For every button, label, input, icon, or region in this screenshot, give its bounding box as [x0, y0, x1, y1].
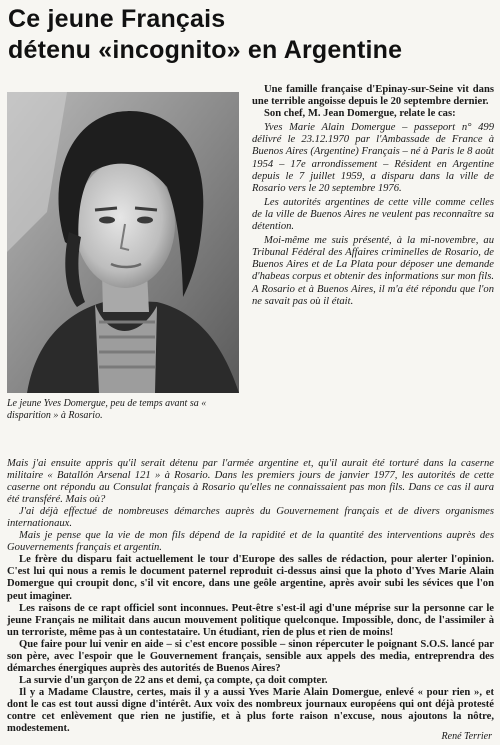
- headline-line-1: Ce jeune Français: [8, 5, 226, 33]
- paragraph: Yves Marie Alain Domergue – passeport n° 499 délivré le 23.12.1970 par l'Ambassade de France à Buenos Aires (Argentine) Français – né à Paris le 8 août 1954 – 17e arrondissement – Résident en Argentine depuis le 7 juillet 1959, a disparu dans la ville de Rosario vers le 20 septembre 1976.: [252, 122, 494, 194]
- paragraph: Les autorités argentines de cette ville comme celles de la ville de Buenos Aires ne veulent pas reconnaître sa détention.: [252, 196, 494, 233]
- paragraph: Il y a Madame Claustre, certes, mais il y a aussi Yves Marie Alain Domergue, enlevé « pour rien », et dont le cas est tout aussi digne d'intérêt. Aux voix des nombreux journaux européens qui ont déjà protesté contre cet enlèvement que rien ne justifie, et à plus forte raison n'excuse, nous ajoutons la nôtre, modestement.: [7, 686, 494, 735]
- headline-line-2: détenu «incognito» en Argentine: [8, 36, 403, 64]
- paragraph: Que faire pour lui venir en aide – si c'est encore possible – sinon répercuter le poignant S.O.S. lancé par son père, avec l'espoir que le Gouvernement français, sensible aux appels des media, entreprendra des démarches énergiques auprès des autorités de Buenos Aires?: [7, 638, 494, 674]
- paragraph: Son chef, M. Jean Domergue, relate le cas:: [264, 108, 456, 120]
- author-signature: René Terrier: [441, 731, 492, 742]
- paragraph: Mais j'ai ensuite appris qu'il serait détenu par l'armée argentine et, qu'il aurait été torturé dans la caserne militaire « Batallón Arsenal 121 » à Rosario. Dans les premiers jours de janvier 1977, les autorités de cette caserne ont répondu au Consulat français à Rosario qu'elles ne connaissaient pas mon fils. Dans ce cas il aura été transféré. Mais où?: [7, 458, 494, 506]
- paragraph: Mais je pense que la vie de mon fils dépend de la rapidité et de la quantité des interventions auprès des Gouvernements français et argentin.: [7, 530, 494, 554]
- portrait-illustration: [7, 92, 239, 393]
- photo-caption: Le jeune Yves Domergue, peu de temps avant sa « disparition » à Rosario.: [7, 398, 207, 421]
- paragraph: Moi-même me suis présenté, à la mi-novembre, au Tribunal Fédéral des Affaires criminelles de Rosario, de Buenos Aires et de La Plata pour déposer une demande d'habeas corpus et obtenir des informations sur mon fils. A Rosario et à Buenos Aires, il m'a été répondu que l'on ne savait pas où il était.: [252, 235, 494, 307]
- paragraph: Le frère du disparu fait actuellement le tour d'Europe des salles de rédaction, pour alerter l'opinion. C'est lui qui nous a remis le document paternel reproduit ci-dessus ainsi que la photo d'Yves Marie Alain Domergue qui croupit donc, s'il vit encore, dans une geôle argentine, après avoir subi les sévices que l'on peut imaginer.: [7, 554, 494, 602]
- paragraph: La survie d'un garçon de 22 ans et demi, ça compte, ça doit compter.: [19, 674, 328, 686]
- article-column-right: [252, 84, 494, 308]
- paragraph: Une famille française d'Epinay-sur-Seine vit dans une terrible angoisse depuis le 20 septembre dernier.: [252, 84, 494, 108]
- portrait-photo: [7, 92, 239, 393]
- paragraph: Les raisons de ce rapt officiel sont inconnues. Peut-être s'est-il agi d'une méprise sur la personne car le jeune Français ne militait dans aucun mouvement politique quelconque. Impossible, donc, de l'assimiler à un terroriste, même pas à un contestataire. Un étudiant, rien de plus et rien de moins!: [7, 602, 494, 638]
- headline: [8, 4, 494, 66]
- article-column-full: [7, 458, 494, 735]
- paragraph: J'ai déjà effectué de nombreuses démarches auprès du Gouvernement français et de divers organismes internationaux.: [7, 506, 494, 530]
